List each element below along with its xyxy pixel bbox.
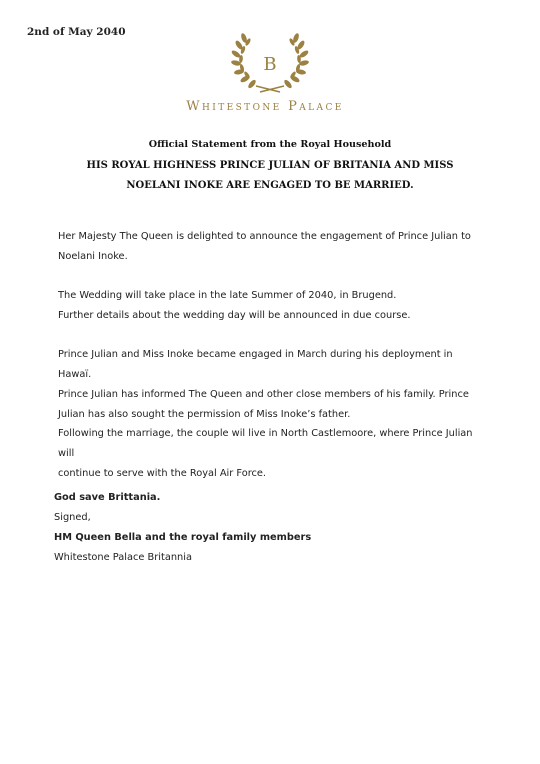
headline-line-2: NOELANI INOKE ARE ENGAGED TO BE MARRIED. (126, 180, 414, 191)
paragraph-wedding (58, 286, 478, 326)
paragraph-engaged (58, 345, 478, 425)
headline-line-1: HIS ROYAL HIGHNESS PRINCE JULIAN OF BRITANIA AND MISS (86, 160, 454, 171)
palace-name: Whitestone Palace (186, 99, 344, 114)
paragraph-engagement (58, 227, 478, 267)
laurel-wreath-crest-icon (230, 30, 310, 96)
paragraph-line: Further details about the wedding day will be announced in due course. (58, 310, 411, 321)
signatory-name: HM Queen Bella and the royal family members (54, 532, 312, 543)
paragraph-line: Julian has also sought the permission of Miss Inoke’s father. (58, 409, 351, 420)
paragraph-line: Noelani Inoke. (58, 251, 128, 262)
letter-date: 2nd of May 2040 (27, 26, 126, 38)
closing-line: God save Brittania. (54, 492, 161, 503)
crest-letter: B (263, 54, 277, 75)
paragraph-line: Prince Julian has informed The Queen and other close members of his family. Prince (58, 389, 469, 400)
signed-label: Signed, (54, 512, 91, 523)
paragraph-marriage (58, 424, 478, 484)
paragraph-line: Prince Julian and Miss Inoke became engaged in March during his deployment in Hawaï. (58, 349, 453, 380)
signatory-location: Whitestone Palace Britannia (54, 552, 192, 563)
paragraph-line: Following the marriage, the couple wil live in North Castlemoore, where Prince Julian will (58, 428, 473, 459)
paragraph-line: The Wedding will take place in the late Summer of 2040, in Brugend. (58, 290, 397, 301)
paragraph-line: continue to serve with the Royal Air Force. (58, 468, 267, 479)
statement-title: Official Statement from the Royal Household (148, 139, 392, 150)
paragraph-line: Her Majesty The Queen is delighted to announce the engagement of Prince Julian to (58, 231, 471, 242)
